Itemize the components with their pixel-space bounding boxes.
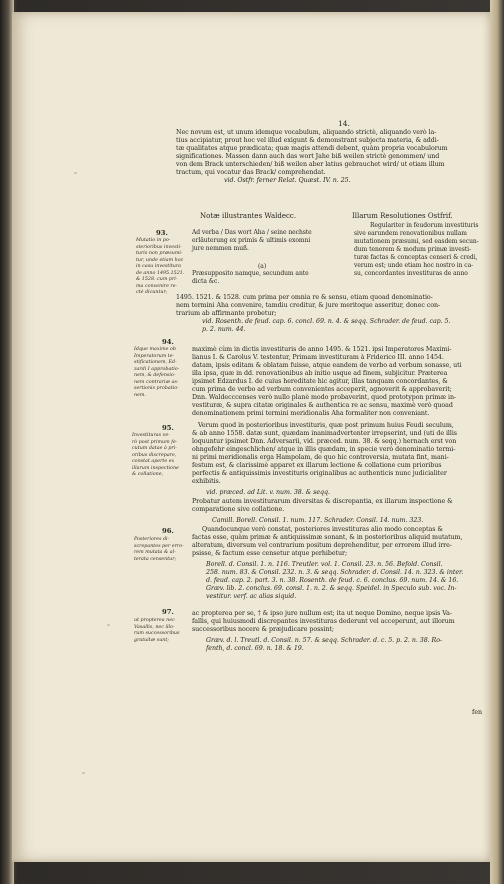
margin-note-line: illarum inspectione (132, 465, 179, 471)
text-line: Præsupposito namque, secundum ante (192, 270, 309, 277)
catchword: fen (472, 709, 483, 716)
margin-number: 97. (162, 608, 174, 616)
margin-note-line: in casu investitura (136, 264, 182, 269)
margin-note-line: screpantes per erro- (134, 543, 184, 549)
text-line: Ad verba / Das wort Aha / seine nechste (192, 229, 312, 236)
text-line: comparatione sive collatione. (192, 506, 285, 513)
text-line: factas esse, quàm primæ & antiquissimæ sonant, & in posterioribus aliquid mutatum, (192, 534, 463, 541)
text-line: alteratum, diversum vel contrarium positum deprehenditur, per errorem illud irre- (192, 542, 452, 549)
reference-line: fenth, d. concl. 69. n. 18. & 19. (206, 645, 304, 652)
margin-note-line: rum successoribus (134, 631, 180, 636)
heading-notae: Notæ illustrantes Waldecc. (200, 212, 297, 220)
reference-line: vid. Ostfr. ferner Relat. Quæst. IV. n. 25. (224, 177, 351, 184)
margin-number: 93. (156, 229, 168, 237)
margin-number: 96. (162, 527, 174, 535)
margin-note-line: nem contrariæ as- (134, 379, 179, 385)
document-page (12, 12, 490, 862)
margin-note-line: rò post primum fe- (132, 439, 178, 445)
heading-resolutiones: Illarum Resolutiones Ostfrif. (352, 212, 453, 220)
text-line: dicta &c. (192, 278, 220, 285)
margin-note-line: de anno 1495.1521. (136, 270, 185, 276)
text-line: 1495. 1521. & 1528. cum prima per omnia re & sensu, etiam quoad denominatio- (176, 294, 433, 301)
text-line: Dnn. Waldecccenses verò nullo planè modo probaverint, quod prototypon primæ in- (192, 394, 457, 401)
margin-note-line: Vasallis, nec illo- (134, 624, 175, 630)
reference-line: Græv. d. l. Treutl. d. Consil. n. 57. & seqq. Schrader. d. c. 5. p. 2. n. 38. Ro- (206, 637, 443, 644)
text-line: Verum quod in posterioribus investituris, quæ post primum huius Feudi seculum, (198, 422, 454, 429)
text-line: jure nemmen muß. (192, 245, 249, 252)
text-line: nem termini Aha convenire, tamdiu creditur, & jure meritoque asseritur, donec con- (176, 302, 441, 309)
text-line: & ab anno 1558. datæ sunt, quædam inanimadvertenter irrepserint, und (uti de illis (192, 430, 457, 437)
text-line: Probatur autem investiturarum diversitas & discrepantia, ex illarum inspectione & (192, 498, 453, 505)
text-line: tractum, qui vocatur das Brack/ comprehendat. (176, 169, 326, 176)
reference-line: 258. num. 83. & Consil. 232. n. 3. & seqq. Schrader. d. Consil. 14. n. 323. & inter. (206, 569, 464, 576)
text-line: illa ipsa, quæ in dd. renovationibus ab initio usque ad finem, subjicitur. Præterea (192, 370, 448, 377)
margin-note-94 (134, 347, 179, 399)
margin-note-line: sertionis probatio- (134, 386, 179, 391)
reference-line: vestitur. verf. ac alias siquid. (206, 593, 297, 600)
text-line: lianus I. & Carolus V. testentur, Primam investituram à Friderico III. anno 1454. (192, 354, 444, 361)
text-line: datam, ipsis editam & oblatam fuisse, atque eandem de verbo ad verbum sonasse, uti (192, 362, 462, 369)
margin-note-line: ut propterea nec (134, 618, 175, 623)
margin-note-line: oribus discrepare, (132, 452, 177, 458)
text-line: von dem Brack unterschieden/ biß weilen aber latius gebrauchet wird/ ut etiam illum (176, 161, 445, 168)
text-line: tius accipiatur, prout hoc vel illud exigunt & demonstrant subjecta materia, & addi- (176, 137, 439, 144)
reference-line: Græv. lib. 2. conclus. 69. consl. 1. n. 2. & seqq. Speidel. in Speculo sub. voc. In- (206, 585, 457, 592)
reference-line: vid. præced. ad Lit. v. num. 38. & seqq. (206, 489, 330, 496)
margin-note-line: nem, & defensio- (134, 373, 176, 378)
margin-number: 95. (162, 424, 174, 432)
text-line: tæ qualitates atque prædicata; quæ magis attendi debent, quàm propria vocabulorum (176, 145, 448, 152)
margin-note-line: Investituras ve- (132, 433, 170, 438)
margin-note-line: rem mutata & al- (134, 550, 176, 555)
paper-speck (82, 772, 85, 774)
footnote-mark: (a) (258, 263, 267, 270)
text-line: psisse, & factum esse censetur atque perhibetur; (192, 550, 348, 557)
margin-note-97 (134, 618, 179, 644)
text-line: ipsimet Edzardus I. de cuius hereditate hic agitur, illas tanquam concordantes, & (192, 378, 448, 385)
page-number: 14. (338, 119, 350, 128)
text-line: mutationem præsumi, sed easdem secun- (354, 238, 479, 245)
margin-note-line: cutum datae à pri- (132, 446, 177, 451)
margin-note-line: Posteriores di- (134, 537, 170, 542)
margin-note-95 (132, 433, 179, 479)
text-line: maximè cùm in dictis investituris de anno 1495. & 1521. ipsi Imperatores Maximi- (192, 346, 452, 353)
margin-note-line: zardi I approbatio- (134, 366, 180, 372)
text-line: Quandocunque verò constat, posteriores investituras alio modo conceptas & (202, 526, 443, 533)
text-line: ohngefehr eingeschlichen/ atque in illis quædam, in specie verò denominatio termi- (192, 446, 456, 453)
text-line: denominationem primi termini meridionalis Aha formaliter non conveniant. (192, 410, 430, 417)
text-line: turæ factas & conceptas censeri & credi, (354, 254, 478, 261)
margin-note-line: ma convenire re- (136, 283, 178, 289)
margin-note-line: & 1528. cum pri- (136, 277, 178, 282)
paper-speck (107, 624, 110, 626)
text-line: festum est, & clarissimè apparet ex illarum lectione & collatione cum prioribus (192, 462, 442, 469)
margin-note-line: gratuitæ sunt; (134, 637, 169, 643)
paper-speck (74, 172, 77, 174)
reference-line: Borell. d. Consil. 1. n. 116. Treutler. vol. 1. Consil. 23. n. 56. Befold. Consil. (206, 561, 443, 568)
margin-note-line: Imperatorum te- (134, 353, 175, 359)
margin-note-line: tur, unde etiam hoc (136, 257, 184, 263)
text-block (12, 12, 490, 862)
text-line: erläuterung ex primis & ultimis exomni (192, 237, 311, 244)
text-line: loquuntur ipsimet Dnn. Adversarii, vid. præced. num. 38. & seqq.) hernach erst von (192, 438, 457, 445)
text-line: ac propterea per se, † & ipso jure nullum est; ita ut neque Domino, neque ipsis Va- (192, 610, 452, 617)
margin-note-line: nem. (134, 392, 147, 398)
text-line: vestituræ, & supra citatæ originales & authentica re ac sensu, maximè verò quoad (192, 402, 453, 409)
text-line: fallis, qui huiusmodi discrepantes investituras dederunt vel acceperunt, aut illorum (192, 618, 455, 625)
margin-note-line: & collatione, (132, 472, 164, 477)
text-line: exhibitis. (192, 478, 221, 485)
text-line: trarium ab affirmante probetur; (176, 310, 277, 317)
text-line: significationes. Massen dann auch das wort Jahe biß weilen strictè genommen/ und (176, 153, 440, 160)
margin-note-line: ctè dicuntur; (136, 290, 168, 295)
text-line: Nec novum est, ut unum idemque vocabulum, aliquando strictè, aliquando verò la- (176, 129, 437, 136)
margin-note-line: Mutatio in po- (136, 238, 171, 243)
text-line: perfectis & antiquissimis investituris originalibus ac authenticis nunc judicialiter (192, 470, 447, 477)
reference-line: p. 2. num. 44. (202, 326, 246, 333)
text-line: dum tenorem & modum primæ investi- (354, 246, 471, 253)
margin-note-93 (136, 238, 184, 297)
margin-note-line: turis non præsumi- (136, 251, 183, 256)
text-line: ni primi meridionalis erga Hampolam, de quo hic controversia, mutata fint, mani- (192, 454, 449, 461)
text-line: cum prima de verbo ad verbum convenientes acceperit, agnoverit & approbaverit; (192, 386, 452, 393)
margin-note-line: Idque maxime ob (134, 347, 177, 352)
margin-note-line: sterioribus investi- (136, 244, 182, 250)
page-edge (490, 0, 504, 884)
margin-note-line: terata censentur; (134, 556, 177, 562)
reference-line: d. feud. cap. 2. part. 3. n. 38. Rosenth. de feud. c. 6. conclus. 69. num. 14. & 16. (206, 577, 459, 584)
margin-note-line: stificationem, Ed- (134, 360, 177, 365)
margin-number: 94. (162, 338, 174, 346)
text-line: sive earundem renovationibus nullam (354, 230, 467, 237)
text-line: successoribus nocere & præjudicare possint; (192, 626, 334, 633)
reference-line: Camill. Borell. Consil. 1. num. 117. Schrader. Consil. 14. num. 323. (212, 517, 424, 524)
margin-note-line: constat aperte ex (132, 459, 175, 464)
text-line: verum est; unde etiam hoc nostro in ca- (354, 262, 474, 269)
text-line: Regulariter in feudorum investituris (370, 222, 479, 229)
margin-note-96 (134, 537, 184, 563)
reference-line: vid. Rosenth. de feud. cap. 6. concl. 69. n. 4. & seqq. Schrader. de feud. cap. 5. (202, 318, 451, 325)
text-line: su, concordantes investituras de anno (354, 270, 468, 277)
